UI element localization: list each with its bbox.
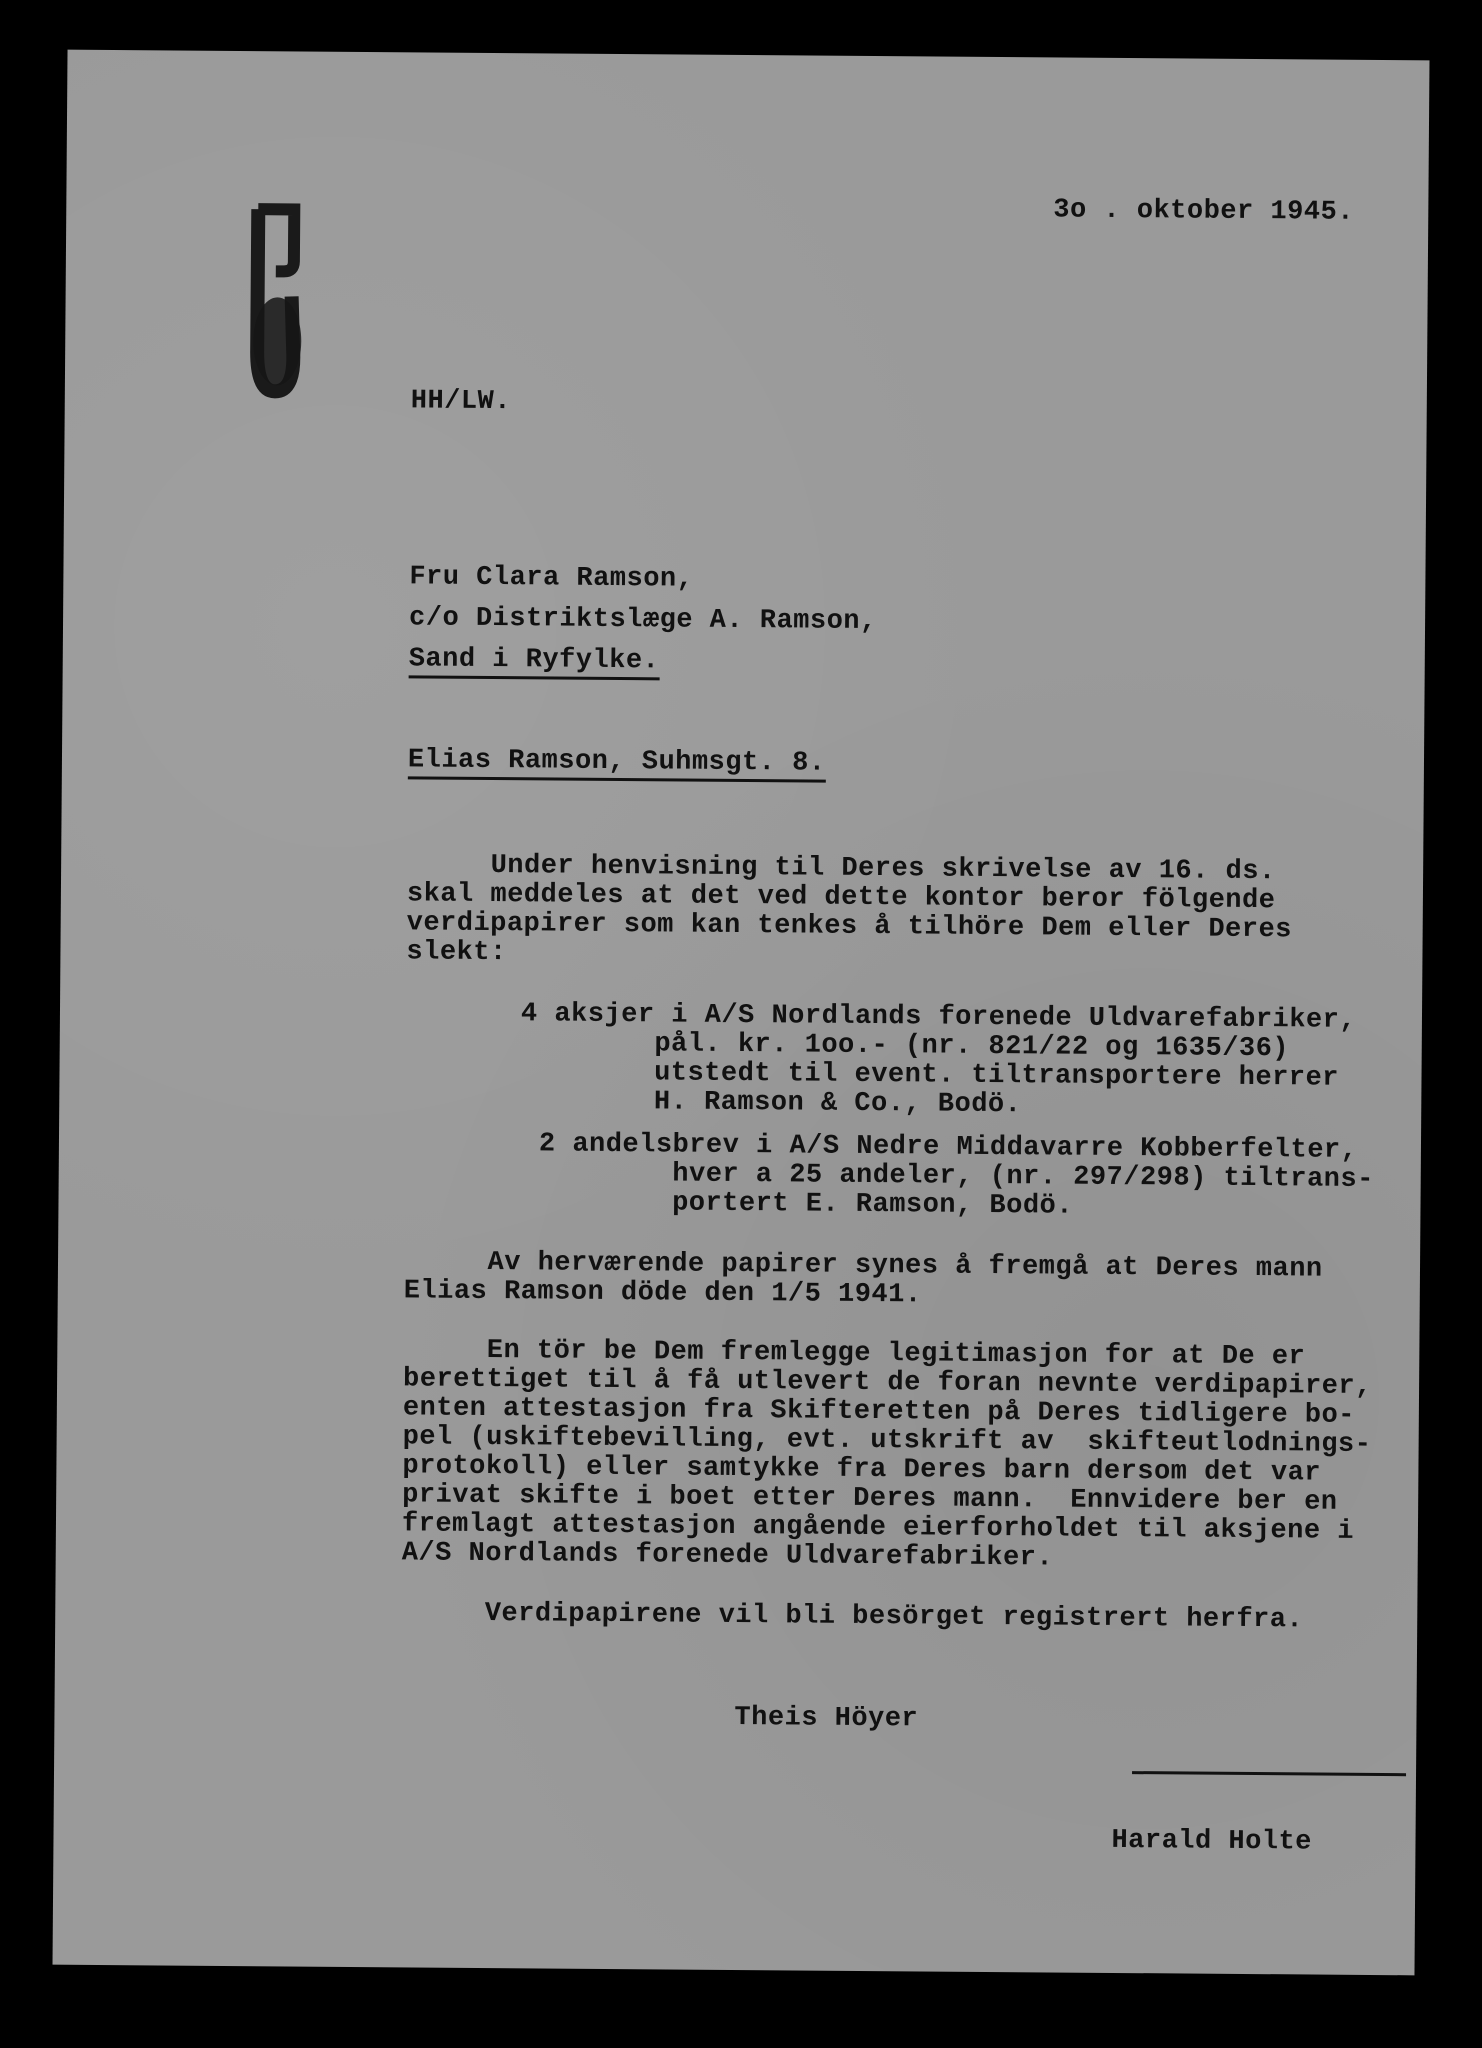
paragraph-line: Elias Ramson döde den 1/5 1941. xyxy=(403,1276,922,1311)
letter-date: 3o . oktober 1945. xyxy=(1053,195,1355,228)
subject-line: Elias Ramson, Suhmsgt. 8. xyxy=(408,747,826,782)
item-line: H. Ramson & Co., Bodö. xyxy=(520,1086,1022,1121)
item-line: hver a 25 andeler, (nr. 297/298) tiltrans- xyxy=(538,1158,1374,1195)
signature-line xyxy=(1132,1771,1406,1776)
reference-code: HH/LW. xyxy=(410,386,512,418)
item-line: utstedt til event. tiltransportere herrer xyxy=(520,1057,1340,1094)
signature-theis-hoyer: Theis Höyer xyxy=(734,1702,919,1735)
paragraph-line: enten attestasjon fra Skifteretten på Deres tidligere bo- xyxy=(402,1393,1356,1431)
paragraph-line: Av herværende papirer synes å fremgå at Deres mann xyxy=(403,1247,1323,1285)
paragraph-line: berettiget til å få utlevert de foran nevnte verdipapirer, xyxy=(402,1364,1372,1402)
item-line: 4 aksjer i A/S Nordlands forenede Uldvarefabriker, xyxy=(520,999,1357,1036)
paragraph-4: Verdipapirene vil bli besörget registrert herfra. xyxy=(401,1598,1304,1636)
recipient-line-1: Fru Clara Ramson, xyxy=(409,562,694,595)
paper-clip-mark xyxy=(235,201,317,412)
paragraph-line: privat skifte i boet etter Deres mann. Ennvidere ber en xyxy=(402,1480,1338,1518)
paragraph-line: pel (uskiftebevilling, evt. utskrift av skifteutlodnings- xyxy=(402,1422,1372,1460)
intro-line: Under henvisning til Deres skrivelse av 16. ds. xyxy=(407,850,1276,888)
signature-harald-holte: Harald Holte xyxy=(1111,1825,1313,1858)
recipient-line-2: c/o Distriktslæge A. Ramson, xyxy=(408,603,877,638)
item-line: 2 andelsbrev i A/S Nedre Middavarre Kobberfelter, xyxy=(538,1129,1358,1166)
paragraph-line: A/S Nordlands forenede Uldvarefabriker. xyxy=(401,1538,1054,1574)
intro-line: slekt: xyxy=(406,937,507,969)
paragraph-line: En tör be Dem fremlegge legitimasjon for at De er xyxy=(403,1335,1306,1373)
paragraph-line: fremlagt attestasjon angående eierforholdet til aksjene i xyxy=(401,1509,1355,1547)
recipient-line-3: Sand i Ryfylke. xyxy=(409,646,660,680)
intro-line: skal meddeles at det ved dette kontor beror fölgende xyxy=(406,879,1276,917)
item-line: pål. kr. 1oo.- (nr. 821/22 og 1635/36) xyxy=(520,1028,1290,1065)
letter-paper xyxy=(53,50,1430,1976)
item-line: portert E. Ramson, Bodö. xyxy=(538,1187,1074,1222)
paragraph-line: protokoll) eller samtykke fra Deres barn dersom det var xyxy=(402,1451,1322,1489)
intro-line: verdipapirer som kan tenkes å tilhöre Dem eller Deres xyxy=(406,908,1293,946)
